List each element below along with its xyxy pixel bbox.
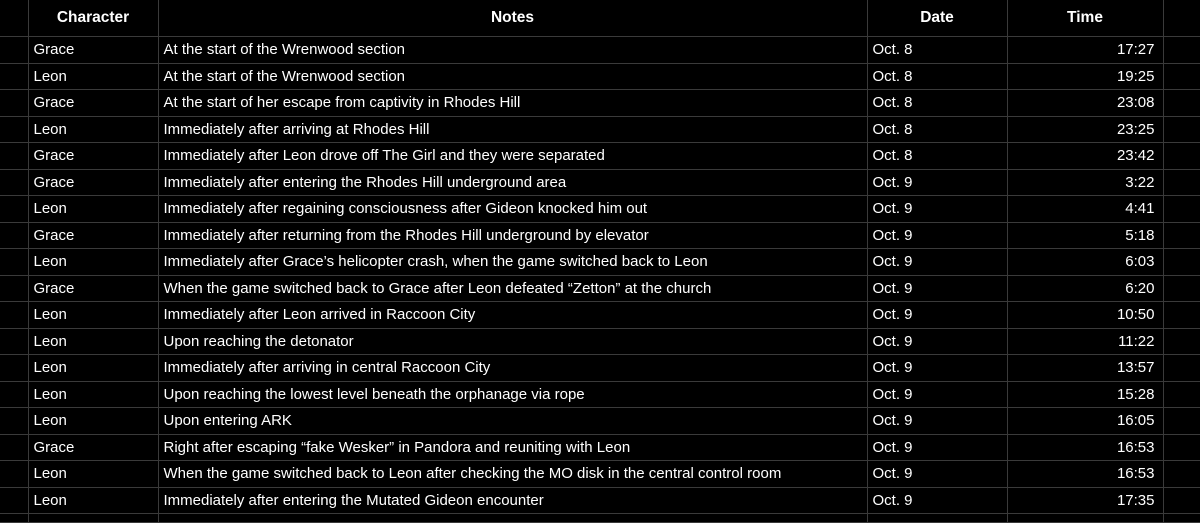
cell-empty[interactable]	[1163, 355, 1200, 382]
cell-date[interactable]: Oct. 9	[867, 355, 1007, 382]
cell-character[interactable]: Grace	[28, 275, 158, 302]
row-gutter-cell[interactable]	[0, 381, 28, 408]
cell-character[interactable]: Leon	[28, 461, 158, 488]
cell-character[interactable]: Grace	[28, 90, 158, 117]
cell-time[interactable]: 13:57	[1007, 355, 1163, 382]
row-gutter-cell[interactable]	[0, 355, 28, 382]
table-row	[0, 461, 1200, 488]
cell-character[interactable]: Grace	[28, 143, 158, 170]
cell-notes[interactable]: Immediately after Grace’s helicopter crash, when the game switched back to Leon	[158, 249, 867, 276]
cell-empty[interactable]	[1163, 143, 1200, 170]
table-row	[0, 381, 1200, 408]
cell-time[interactable]: 23:08	[1007, 90, 1163, 117]
row-gutter-cell[interactable]	[0, 169, 28, 196]
cell-notes[interactable]: Immediately after Leon drove off The Girl and they were separated	[158, 143, 867, 170]
cell-date[interactable]: Oct. 9	[867, 328, 1007, 355]
row-gutter-cell[interactable]	[0, 196, 28, 223]
cell-empty[interactable]	[867, 514, 1007, 523]
row-gutter-cell[interactable]	[0, 222, 28, 249]
cell-date[interactable]: Oct. 8	[867, 116, 1007, 143]
table-row	[0, 143, 1200, 170]
cell-time[interactable]: 4:41	[1007, 196, 1163, 223]
cell-date[interactable]: Oct. 8	[867, 37, 1007, 64]
cell-date[interactable]: Oct. 9	[867, 487, 1007, 514]
row-gutter-cell[interactable]	[0, 37, 28, 64]
table-row	[0, 90, 1200, 117]
table-row	[0, 408, 1200, 435]
cell-date[interactable]: Oct. 9	[867, 302, 1007, 329]
cell-notes[interactable]: When the game switched back to Grace after Leon defeated “Zetton” at the church	[158, 275, 867, 302]
table-row	[0, 63, 1200, 90]
cell-empty[interactable]	[1163, 196, 1200, 223]
cell-notes[interactable]: Right after escaping “fake Wesker” in Pandora and reuniting with Leon	[158, 434, 867, 461]
cell-date[interactable]: Oct. 9	[867, 461, 1007, 488]
cell-notes[interactable]: Upon reaching the lowest level beneath the orphanage via rope	[158, 381, 867, 408]
cell-character[interactable]: Grace	[28, 169, 158, 196]
cell-notes[interactable]: At the start of the Wrenwood section	[158, 63, 867, 90]
table-row	[0, 169, 1200, 196]
cell-character[interactable]: Leon	[28, 302, 158, 329]
column-header-empty[interactable]	[1163, 0, 1200, 37]
row-gutter-cell[interactable]	[0, 90, 28, 117]
cell-time[interactable]: 6:20	[1007, 275, 1163, 302]
table-row	[0, 116, 1200, 143]
cell-empty[interactable]	[1163, 487, 1200, 514]
row-gutter-cell[interactable]	[0, 461, 28, 488]
cell-date[interactable]: Oct. 8	[867, 63, 1007, 90]
table-row	[0, 222, 1200, 249]
cell-time[interactable]: 10:50	[1007, 302, 1163, 329]
table-row	[0, 196, 1200, 223]
table-row	[0, 487, 1200, 514]
column-header-character[interactable]: Character	[28, 0, 158, 37]
row-gutter-cell[interactable]	[0, 275, 28, 302]
cell-empty[interactable]	[1007, 514, 1163, 523]
cell-date[interactable]: Oct. 9	[867, 434, 1007, 461]
row-gutter-cell[interactable]	[0, 63, 28, 90]
table-row	[0, 37, 1200, 64]
column-header-date[interactable]: Date	[867, 0, 1007, 37]
cell-notes[interactable]: When the game switched back to Leon after checking the MO disk in the central control room	[158, 461, 867, 488]
cell-date[interactable]: Oct. 9	[867, 222, 1007, 249]
cell-empty[interactable]	[1163, 461, 1200, 488]
cell-date[interactable]: Oct. 8	[867, 90, 1007, 117]
header-row	[0, 0, 1200, 37]
cell-notes[interactable]: At the start of the Wrenwood section	[158, 37, 867, 64]
cell-notes[interactable]: Upon entering ARK	[158, 408, 867, 435]
cell-character[interactable]: Leon	[28, 63, 158, 90]
cell-empty[interactable]	[1163, 434, 1200, 461]
cell-notes[interactable]: Immediately after Leon arrived in Raccoon City	[158, 302, 867, 329]
cell-character[interactable]: Leon	[28, 196, 158, 223]
table-row	[0, 275, 1200, 302]
cell-empty[interactable]	[1163, 169, 1200, 196]
cell-empty[interactable]	[1163, 328, 1200, 355]
cell-notes[interactable]: Immediately after arriving at Rhodes Hill	[158, 116, 867, 143]
cell-empty[interactable]	[1163, 63, 1200, 90]
cell-time[interactable]: 11:22	[1007, 328, 1163, 355]
cell-notes[interactable]: Immediately after regaining consciousness after Gideon knocked him out	[158, 196, 867, 223]
row-gutter-cell[interactable]	[0, 328, 28, 355]
cell-date[interactable]: Oct. 9	[867, 169, 1007, 196]
cell-time[interactable]: 16:05	[1007, 408, 1163, 435]
row-gutter-cell[interactable]	[0, 302, 28, 329]
column-header-notes[interactable]: Notes	[158, 0, 867, 37]
cell-character[interactable]: Grace	[28, 222, 158, 249]
cell-character[interactable]: Leon	[28, 487, 158, 514]
cell-date[interactable]: Oct. 9	[867, 275, 1007, 302]
row-gutter-cell[interactable]	[0, 408, 28, 435]
cell-date[interactable]: Oct. 9	[867, 196, 1007, 223]
table-row	[0, 328, 1200, 355]
cell-time[interactable]: 3:22	[1007, 169, 1163, 196]
cell-date[interactable]: Oct. 9	[867, 381, 1007, 408]
row-gutter-header[interactable]	[0, 0, 28, 37]
cell-empty[interactable]	[1163, 37, 1200, 64]
cell-empty[interactable]	[1163, 275, 1200, 302]
table-row	[0, 355, 1200, 382]
table-row	[0, 302, 1200, 329]
cell-date[interactable]: Oct. 9	[867, 408, 1007, 435]
cell-notes[interactable]: Immediately after arriving in central Raccoon City	[158, 355, 867, 382]
cell-character[interactable]: Grace	[28, 434, 158, 461]
cell-notes[interactable]: Immediately after entering the Rhodes Hill underground area	[158, 169, 867, 196]
cell-empty[interactable]	[1163, 249, 1200, 276]
cell-time[interactable]: 6:03	[1007, 249, 1163, 276]
row-gutter-cell[interactable]	[0, 143, 28, 170]
row-gutter-cell[interactable]	[0, 249, 28, 276]
cell-time[interactable]: 17:35	[1007, 487, 1163, 514]
cell-time[interactable]: 23:42	[1007, 143, 1163, 170]
column-header-time[interactable]: Time	[1007, 0, 1163, 37]
cell-character[interactable]: Leon	[28, 355, 158, 382]
cell-character[interactable]: Leon	[28, 328, 158, 355]
cell-time[interactable]: 5:18	[1007, 222, 1163, 249]
cell-time[interactable]: 17:27	[1007, 37, 1163, 64]
cell-notes[interactable]: Immediately after entering the Mutated Gideon encounter	[158, 487, 867, 514]
cell-character[interactable]: Leon	[28, 249, 158, 276]
row-gutter-cell[interactable]	[0, 434, 28, 461]
row-gutter-cell[interactable]	[0, 116, 28, 143]
cell-empty[interactable]	[0, 514, 28, 523]
cell-empty[interactable]	[1163, 302, 1200, 329]
cell-empty[interactable]	[1163, 381, 1200, 408]
cell-time[interactable]: 23:25	[1007, 116, 1163, 143]
cell-notes[interactable]: At the start of her escape from captivity in Rhodes Hill	[158, 90, 867, 117]
cell-empty[interactable]	[28, 514, 158, 523]
table-body	[0, 37, 1200, 523]
cell-notes[interactable]: Upon reaching the detonator	[158, 328, 867, 355]
cell-empty[interactable]	[1163, 222, 1200, 249]
cell-empty[interactable]	[1163, 90, 1200, 117]
table-row-empty	[0, 514, 1200, 523]
cell-empty[interactable]	[158, 514, 867, 523]
cell-time[interactable]: 16:53	[1007, 434, 1163, 461]
cell-empty[interactable]	[1163, 116, 1200, 143]
cell-character[interactable]: Grace	[28, 37, 158, 64]
row-gutter-cell[interactable]	[0, 487, 28, 514]
cell-time[interactable]: 19:25	[1007, 63, 1163, 90]
table-row	[0, 434, 1200, 461]
cell-character[interactable]: Leon	[28, 116, 158, 143]
cell-character[interactable]: Leon	[28, 381, 158, 408]
cell-empty[interactable]	[1163, 408, 1200, 435]
cell-character[interactable]: Leon	[28, 408, 158, 435]
cell-notes[interactable]: Immediately after returning from the Rhodes Hill underground by elevator	[158, 222, 867, 249]
cell-empty[interactable]	[1163, 514, 1200, 523]
table-row	[0, 249, 1200, 276]
cell-time[interactable]: 16:53	[1007, 461, 1163, 488]
cell-date[interactable]: Oct. 8	[867, 143, 1007, 170]
cell-time[interactable]: 15:28	[1007, 381, 1163, 408]
cell-date[interactable]: Oct. 9	[867, 249, 1007, 276]
